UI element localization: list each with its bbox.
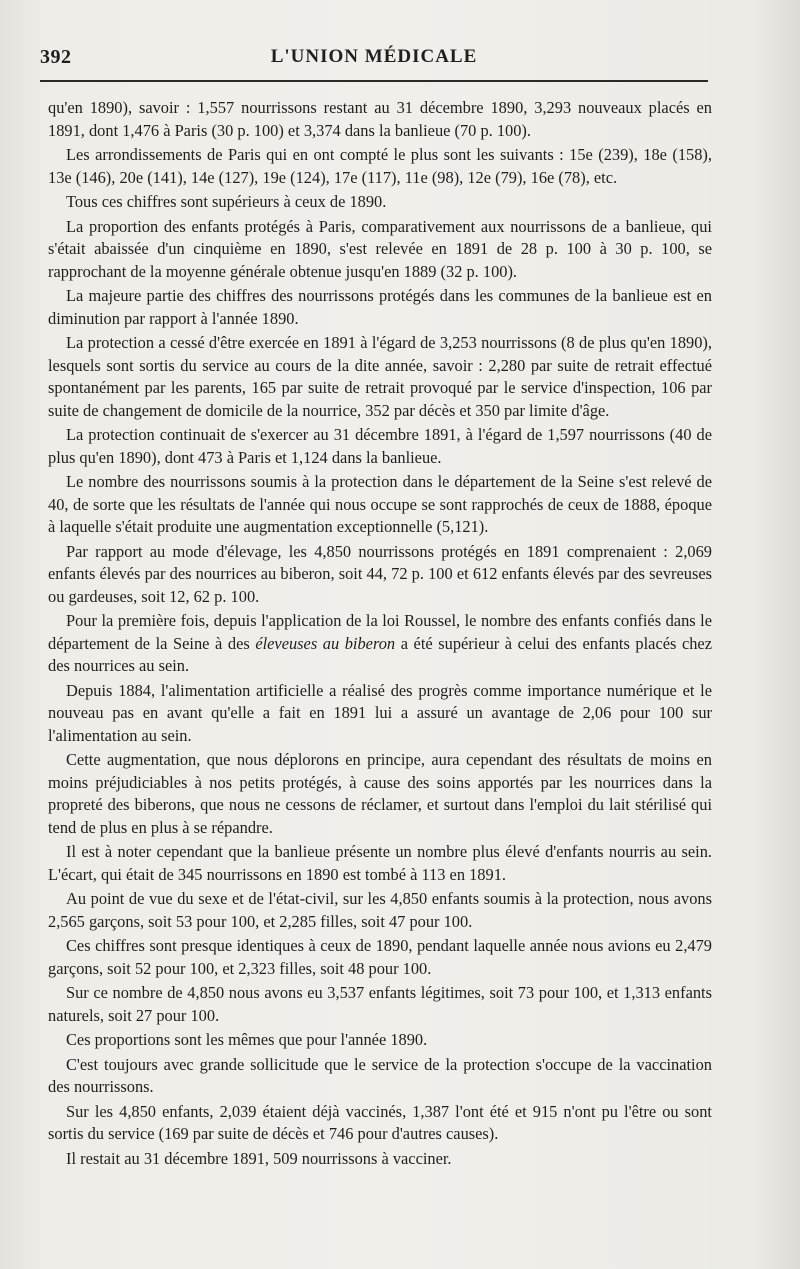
body-text [48,97,712,1172]
paragraph: C'est toujours avec grande sollicitude que le service de la protection s'occupe de la vaccination des nourrissons. [48,1054,712,1096]
paragraph: La proportion des enfants protégés à Paris, comparativement aux nourrissons de a banlieue, qui s'était abaissée d'un cinquième en 1890, s'est relevée en 1891 de 28 p. 100 à 30 p. 100, se rapprochant de la moyenne générale obtenue jusqu'en 1889 (32 p. 100). [48,216,712,281]
paragraph: Il est à noter cependant que la banlieue présente un nombre plus élevé d'enfants nourris au sein. L'écart, qui était de 345 nourrissons en 1890 est tombé à 113 en 1891. [48,842,712,884]
paragraph-roussel [48,610,712,678]
running-title: L'UNION MÉDICALE [270,46,478,67]
paragraph: Ces proportions sont les mêmes que pour l'année 1890. [66,1030,428,1049]
paragraph: Ces chiffres sont presque identiques à ceux de 1890, pendant laquelle année nous avions eu 2,479 garçons, soit 52 pour 100, et 2,323 filles, soit 48 pour 100. [48,936,712,978]
paragraph: Le nombre des nourrissons soumis à la protection dans le département de la Seine s'est relevé de 40, de sorte que les résultats de l'année qui nous occupe se sont rapprochés de ceux de 1888, époque à laquelle s'était produite une augmentation exceptionnelle (5,121). [48,472,712,536]
paragraph: Sur ce nombre de 4,850 nous avons eu 3,537 enfants légitimes, soit 73 pour 100, et 1,313 enfants naturels, soit 27 pour 100. [48,983,712,1025]
paragraph: La protection a cessé d'être exercée en 1891 à l'égard de 3,253 nourrissons (8 de plus qu'en 1890), lesquels sont sortis du service au cours de la dite année, savoir : 2,280 par suite de retrait effectué spontanément par les parents, 165 par suite de retrait provoqué par le service d'inspection, 106 par suite de changement de domicile de la nourrice, 352 par décès et 350 par limite d'âge. [48,333,712,420]
paragraph: La majeure partie des chiffres des nourrissons protégés dans les communes de la banlieue est en diminution par rapport à l'année 1890. [48,286,712,328]
paragraph: Il restait au 31 décembre 1891, 509 nourrissons à vacciner. [66,1148,452,1168]
paragraph: Les arrondissements de Paris qui en ont compté le plus sont les suivants : 15e (239), 18e (158), 13e (146), 20e (141), 14e (127), 19e (124), 17e (117), 11e (98), 12e (79), 16e (78), etc. [48,145,712,187]
paragraph: La protection continuait de s'exercer au 31 décembre 1891, à l'égard de 1,597 nourrissons (40 de plus qu'en 1890), dont 473 à Paris et 1,124 dans la banlieue. [48,425,712,467]
header-rule [40,80,708,82]
paragraph: Depuis 1884, l'alimentation artificielle a réalisé des progrès comme importance numérique et le nouveau pas en avant qu'elle a fait en 1891 lui a assuré un avantage de 2,06 pour 100 sur l'alimentation au sein. [48,680,712,745]
roussel-text-before: Pour la première fois, depuis l'application de la loi Roussel, le nombre des enfants confiés dans le département de la Seine à des [48,611,712,653]
paragraph: Cette augmentation, que nous déplorons en principe, aura cependant des résultats de moins en moins préjudiciables à nos petits protégés, à cause des soins apportés par les nourrices dans la propreté des biberons, que nous ne cessons de réclamer, et surtout dans l'emploi du lait stérilisé qui tend de plus en plus à se répandre. [48,750,712,837]
roussel-emphasis: éleveuses au biberon [255,633,396,653]
paragraph: Sur les 4,850 enfants, 2,039 étaient déjà vaccinés, 1,387 l'ont été et 915 n'ont pu l'être ou sont sortis du service (169 par suite de décès et 746 pour d'autres causes). [48,1101,712,1143]
paragraph: Au point de vue du sexe et de l'état-civil, sur les 4,850 enfants soumis à la protection, nous avons 2,565 garçons, soit 53 pour 100, et 2,285 filles, soit 47 pour 100. [48,889,712,931]
paragraph: Tous ces chiffres sont supérieurs à ceux de 1890. [66,192,387,211]
page-header [40,44,708,74]
page-number: 392 [40,46,72,68]
roussel-text-after: a été supérieur à celui des enfants placés chez des nourrices au sein. [48,633,712,675]
paragraph: Par rapport au mode d'élevage, les 4,850 nourrissons protégés en 1891 comprenaient : 2,069 enfants élevés par des nourrices au biberon, soit 44, 72 p. 100 et 612 enfants élevés par des sevreuses ou gardeuses, soit 12, 62 p. 100. [48,541,712,606]
paragraph: qu'en 1890), savoir : 1,557 nourrissons restant au 31 décembre 1890, 3,293 nouveaux placés en 1891, dont 1,476 à Paris (30 p. 100) et 3,374 dans la banlieue (70 p. 100). [48,98,712,140]
